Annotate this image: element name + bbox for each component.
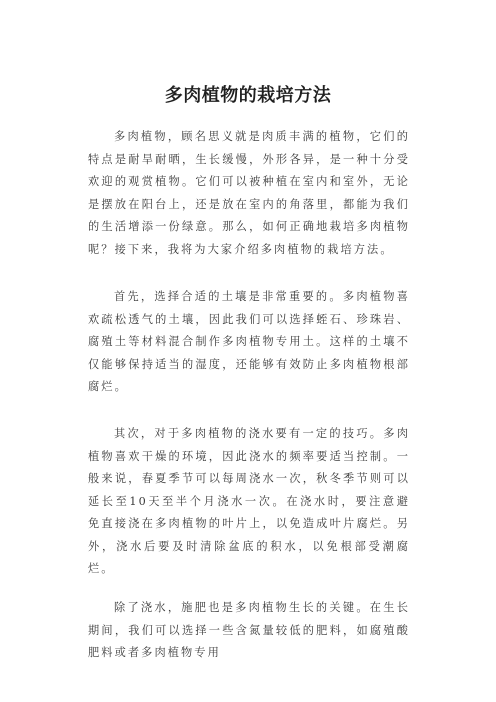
page-title: 多肉植物的栽培方法	[164, 85, 332, 106]
paragraph-fertilizing: 除了浇水，施肥也是多肉植物生长的关键。在生长期间，我们可以选择一些含氮量较低的肥料，如腐殖酸肥料或者多肉植物专用	[88, 601, 410, 659]
paragraph-watering: 其次，对于多肉植物的浇水要有一定的技巧。多肉植物喜欢干燥的环境，因此浇水的频率要适当控制。一般来说，春夏季节可以每周浇水一次，秋冬季节则可以延长至10天至半个月浇水一次。在浇水时，要注意避免直接浇在多肉植物的叶片上，以免造成叶片腐烂。另外，浇水后要及时清除盆底的积水，以免根部受潮腐烂。	[88, 427, 410, 575]
paragraph-soil: 首先，选择合适的土壤是非常重要的。多肉植物喜欢疏松透气的土壤，因此我们可以选择蛭石、珍珠岩、腐殖土等材料混合制作多肉植物专用土。这样的土壤不仅能够保持适当的湿度，还能够有效防止多肉植物根部腐烂。	[88, 290, 410, 393]
paragraph-intro: 多肉植物，顾名思义就是肉质丰满的植物，它们的特点是耐旱耐晒，生长缓慢，外形各异，是一种十分受欢迎的观赏植物。它们可以被种植在室内和室外，无论是摆放在阳台上，还是放在室内的角落里，都能为我们的生活增添一份绿意。那么，如何正确地栽培多肉植物呢？接下来，我将为大家介绍多肉植物的栽培方法。	[88, 130, 410, 256]
